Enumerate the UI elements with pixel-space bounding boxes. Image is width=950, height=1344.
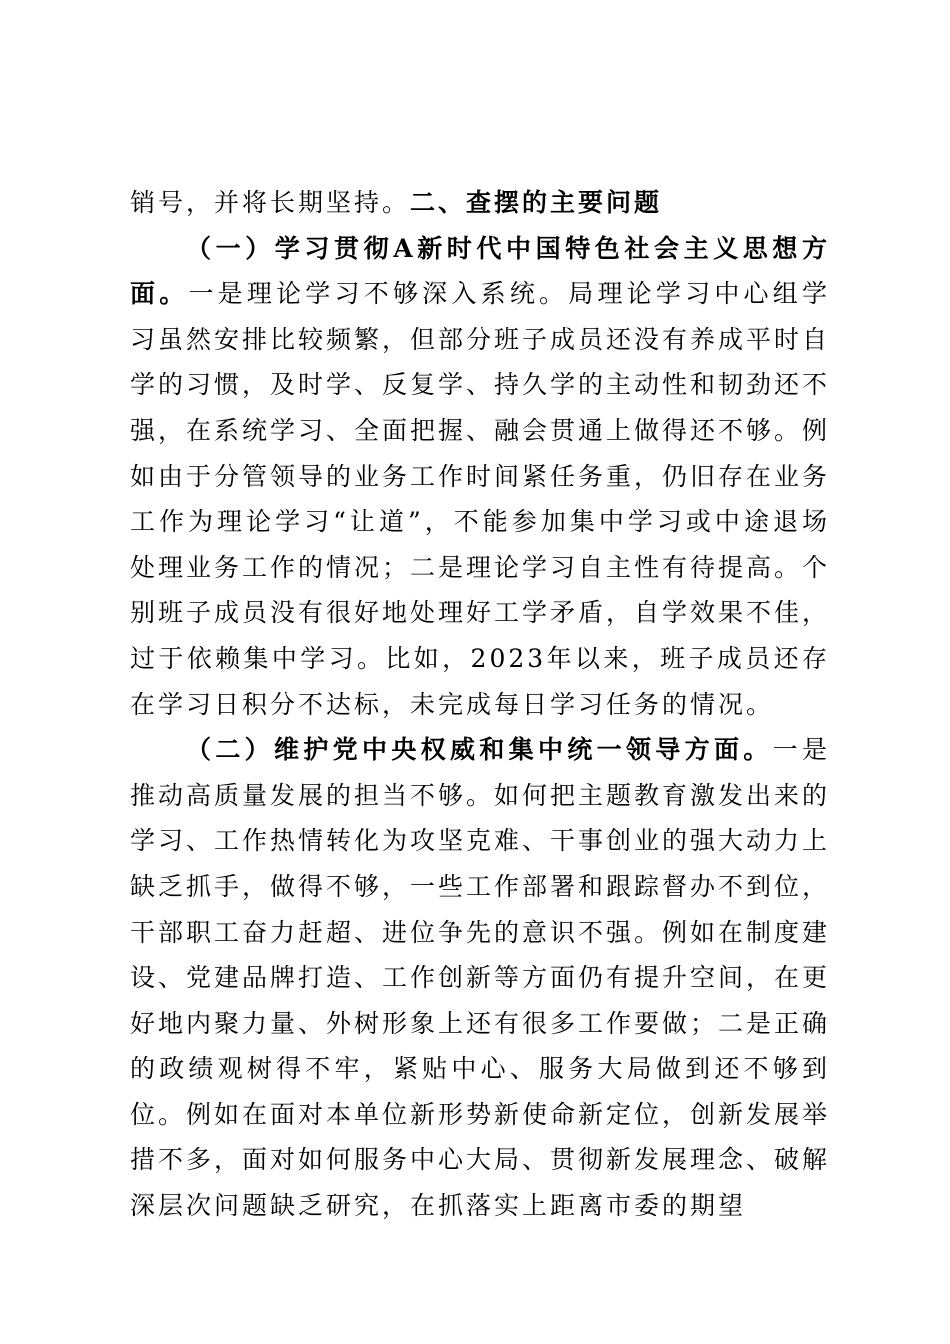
section-1-paragraph xyxy=(130,226,830,728)
intro-text: 销号，并将长期坚持。 xyxy=(130,188,411,217)
section-heading: 二、查摆的主要问题 xyxy=(410,188,663,217)
section-1-heading: （一）学习贯彻A新时代中国特色社会主义思想方面。 xyxy=(130,233,830,309)
section-2-heading: （二）维护党中央权威和集中统一领导方面。 xyxy=(186,735,773,765)
section-2-body: 一是推动高质量发展的担当不够。如何把主题教育激发出来的学习、工作热情转化为攻坚克难、干事创业的强大动力上缺乏抓手，做得不够，一些工作部署和跟踪督办不到位，干部职工奋力赶超、进位争先的意识不强。例如在制度建设、党建品牌打造、工作创新等方面仍有提升空间，在更好地内聚力量、外树形象上还有很多工作要做；二是正确的政绩观树得不牢，紧贴中心、服务大局做到还不够到位。例如在面对本单位新形势新使命新定位，创新发展举措不多，面对如何服务中心大局、贯彻新发展理念、破解深层次问题缺乏研究，在抓落实上距离市委的期望 xyxy=(130,735,831,1221)
intro-paragraph xyxy=(130,180,830,226)
section-1-body: 一是理论学习不够深入系统。局理论学习中心组学习虽然安排比较频繁，但部分班子成员还没有养成平时自学的习惯，及时学、反复学、持久学的主动性和韧劲还不强，在系统学习、全面把握、融会贯通上做得还不够。例如由于分管领导的业务工作时间紧任务重，仍旧存在业务工作为理论学习“让道”，不能参加集中学习或中途退场处理业务工作的情况；二是理论学习自主性有待提高。个别班子成员没有很好地处理好工学矛盾，自学效果不佳，过于依赖集中学习。比如，2023年以来，班子成员还存在学习日积分不达标，未完成每日学习任务的情况。 xyxy=(130,279,831,719)
document-body xyxy=(130,180,830,1229)
section-2-paragraph xyxy=(130,727,830,1229)
